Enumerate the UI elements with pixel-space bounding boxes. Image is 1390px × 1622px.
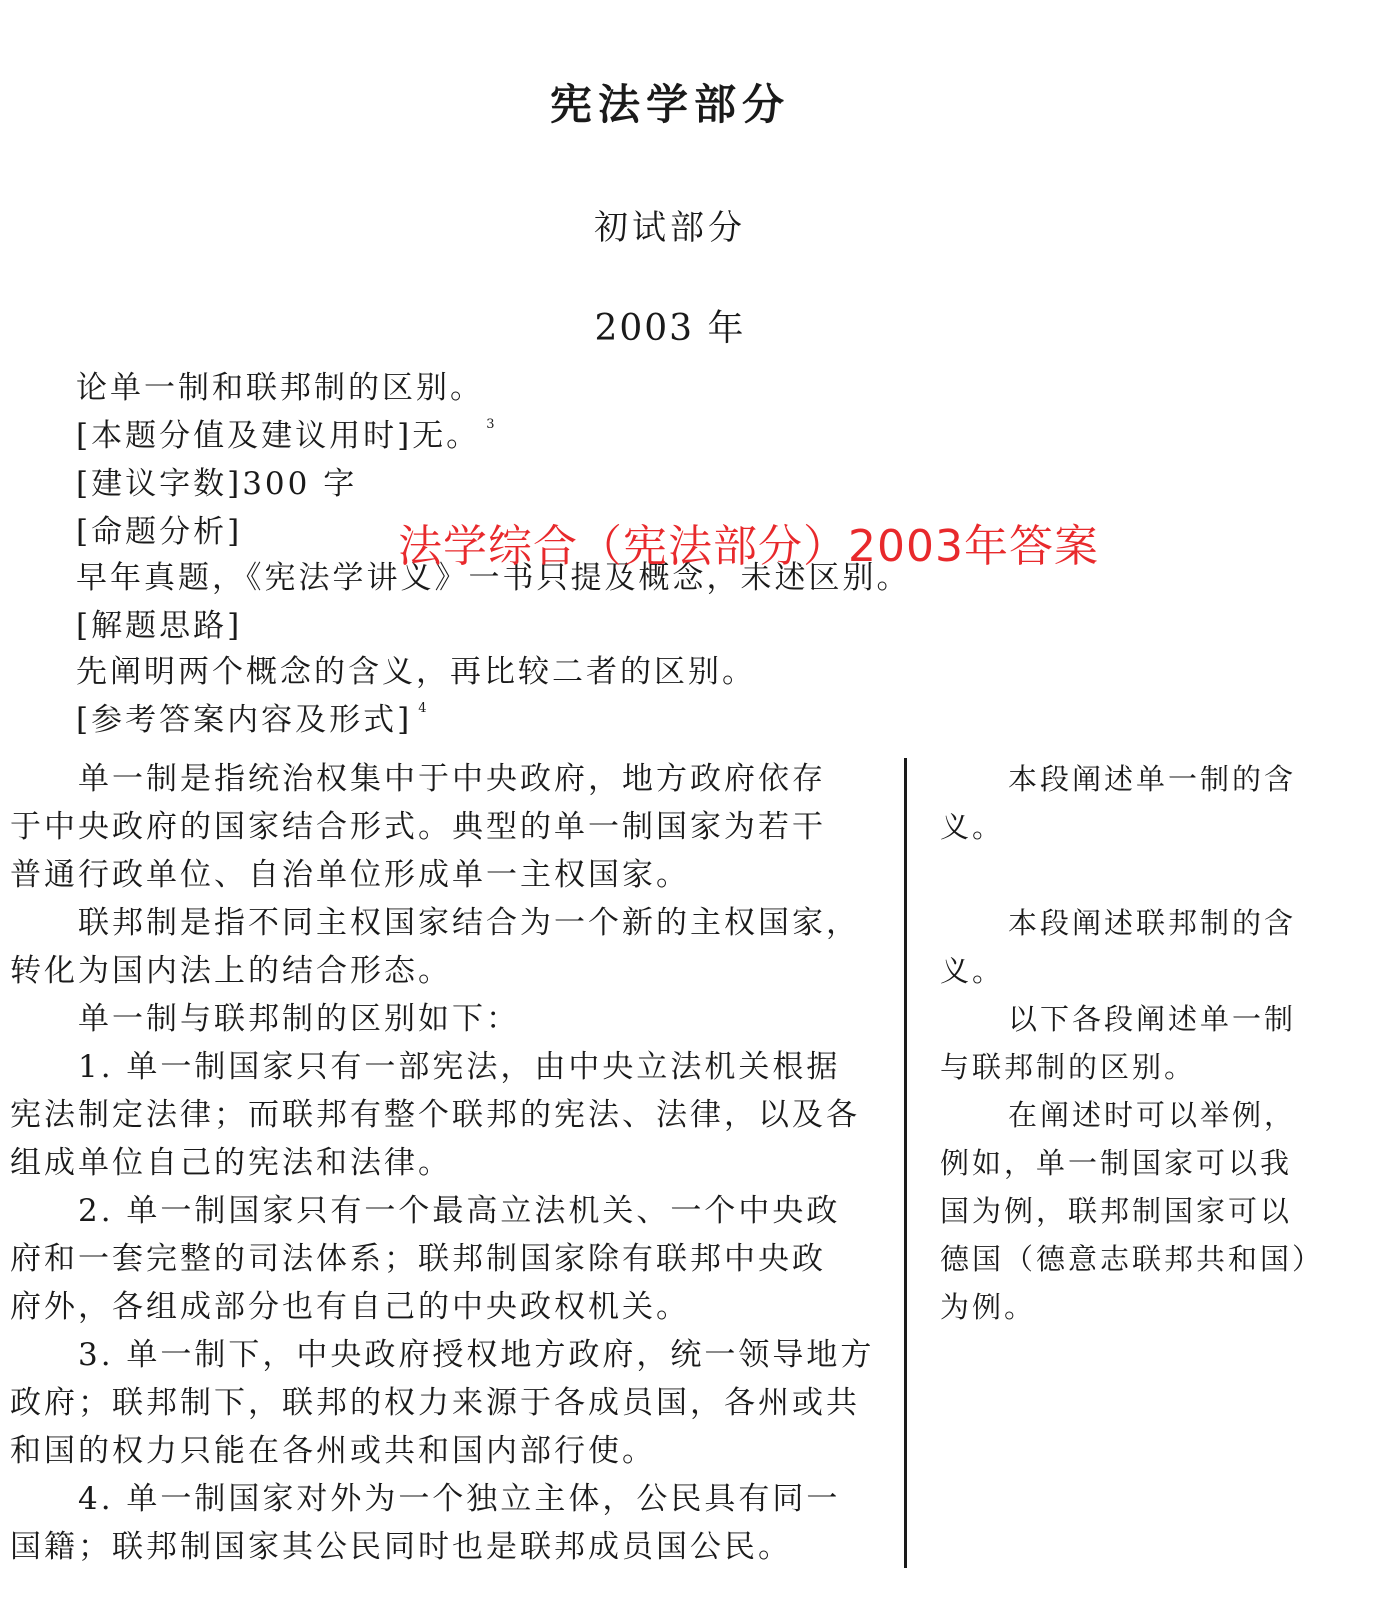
answer-line: 府和一套完整的司法体系；联邦制国家除有联邦中央政	[10, 1241, 826, 1277]
answer-line: 组成单位自己的宪法和法律。	[10, 1145, 452, 1181]
footnote-marker: 4	[418, 701, 430, 716]
answer-body	[10, 755, 880, 1571]
note-line: 本段阐述单一制的含	[1008, 762, 1297, 796]
answer-line: 单一制与联邦制的区别如下：	[78, 1001, 520, 1037]
year-heading: 2003 年	[594, 308, 746, 349]
answer-line: 和国的权力只能在各州或共和国内部行使。	[10, 1433, 656, 1469]
analysis-text: 早年真题，《宪法学讲义》一书只提及概念，未述区别。	[76, 560, 911, 596]
answer-line: 普通行政单位、自治单位形成单一主权国家。	[10, 857, 690, 893]
answer-line: 2. 单一制国家只有一个最高立法机关、一个中央政	[78, 1193, 841, 1229]
approach-text: 先阐明两个概念的含义，再比较二者的区别。	[76, 654, 756, 690]
note-line: 义。	[940, 810, 1005, 844]
word-count-line: [建议字数]300 字	[76, 466, 358, 502]
answer-line: 政府；联邦制下，联邦的权力来源于各成员国，各州或共	[10, 1385, 860, 1421]
score-time-line	[76, 410, 497, 455]
note-line	[940, 851, 1360, 899]
answer-line: 3. 单一制下，中央政府授权地方政府，统一领导地方	[78, 1337, 875, 1373]
score-time-label: [本题分值及建议用时]无。	[76, 418, 481, 454]
note-line: 德国（德意志联邦共和国）	[940, 1242, 1325, 1276]
answer-line: 府外，各组成部分也有自己的中央政权机关。	[10, 1289, 690, 1325]
answer-line: 单一制是指统治权集中于中央政府，地方政府依存	[78, 761, 826, 797]
analysis-label: [命题分析]	[76, 514, 243, 550]
note-line: 国为例，联邦制国家可以	[940, 1194, 1293, 1228]
answer-line: 于中央政府的国家结合形式。典型的单一制国家为若干	[10, 809, 826, 845]
section-subtitle: 初试部分	[594, 208, 746, 248]
column-divider	[904, 758, 907, 1568]
note-line: 在阐述时可以举例，	[1008, 1098, 1297, 1132]
watermark-text: 法学综合（宪法部分）2003年答案	[398, 521, 1099, 572]
footnote-marker: 3	[486, 417, 498, 432]
answer-line: 1. 单一制国家只有一部宪法，由中央立法机关根据	[78, 1049, 841, 1085]
answer-line: 国籍；联邦制国家其公民同时也是联邦成员国公民。	[10, 1529, 792, 1565]
approach-label: [解题思路]	[76, 608, 243, 644]
answer-label-line	[76, 694, 429, 739]
question-title: 论单一制和联邦制的区别。	[76, 370, 484, 406]
note-line: 与联邦制的区别。	[940, 1050, 1197, 1084]
margin-notes	[940, 755, 1360, 1331]
note-line: 以下各段阐述单一制	[1008, 1002, 1297, 1036]
note-line: 为例。	[940, 1290, 1037, 1324]
answer-line: 宪法制定法律；而联邦有整个联邦的宪法、法律，以及各	[10, 1097, 860, 1133]
note-line: 义。	[940, 954, 1005, 988]
answer-line: 联邦制是指不同主权国家结合为一个新的主权国家，	[78, 905, 860, 941]
answer-line: 4. 单一制国家对外为一个独立主体，公民具有同一	[78, 1481, 841, 1517]
note-line: 本段阐述联邦制的含	[1008, 906, 1297, 940]
answer-line: 转化为国内法上的结合形态。	[10, 953, 452, 989]
page-title: 宪法学部分	[549, 80, 790, 129]
note-line: 例如，单一制国家可以我	[940, 1146, 1293, 1180]
answer-label: [参考答案内容及形式]	[76, 702, 413, 738]
